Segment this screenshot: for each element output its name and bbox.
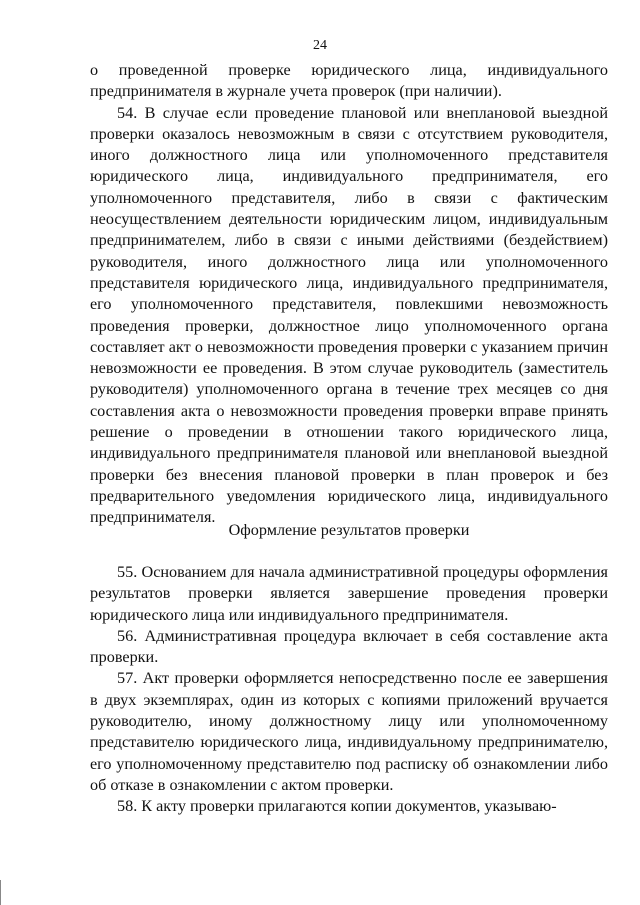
paragraph-57: 57. Акт проверки оформляется непосредственно после ее завершения в двух экземплярах, один из которых с копиями приложений вручается руководителю, иному должностному лицу или уполномоченному представителю юридического лица, индивидуальному предпринимателю, его уполномоченному представителю под расписку об ознакомлении либо об отказе в ознакомлении с актом проверки. [90,669,608,794]
scan-edge-mark [0,880,9,905]
text-block-lower [90,562,608,818]
paragraph-56: 56. Административная процедура включает в себя составление акта проверки. [90,626,608,667]
section-heading: Оформление результатов проверки [228,521,470,539]
page-number: 24 [313,38,327,53]
text-block-upper [90,60,608,529]
paragraph-54: 54. В случае если проведение плановой или внеплановой выездной проверки оказалось невозможным в связи с отсутствием руководителя, иного должностного лица или уполномоченного представителя юридического лица, индивидуального предпринимателя, его уполномоченного представителя, либо в связи с фактическим неосуществлением деятельности юридическим лицом, индивидуальным предпринимателем, либо в связи с иными действиями (бездействием) руководителя, иного должностного лица или уполномоченного представителя юридического лица, индивидуального предпринимателя, его уполномоченного представителя, повлекшими невозможность проведения проверки, должностное лицо уполномоченного органа составляет акт о невозможности проведения проверки с указанием причин невозможности ее проведения. В этом случае руководитель (заместитель руководителя) уполномоченного органа в течение трех месяцев со дня составления акта о невозможности проведения проверки вправе принять решение о проведении в отношении такого юридического лица, индивидуального предпринимателя плановой или внеплановой выездной проверки без внесения плановой проверки в план проверок и без предварительного уведомления юридического лица, индивидуального предпринимателя. [90,103,608,527]
paragraph-58: 58. К акту проверки прилагаются копии документов, указываю- [117,797,557,816]
paragraph-55: 55. Основанием для начала административной процедуры оформления результатов проверки является завершение проведения проверки юридического лица или индивидуального предпринимателя. [90,563,608,624]
paragraph-continuation: о проведенной проверке юридического лица, индивидуального предпринимателя в журнале учета проверок (при наличии). [90,61,608,101]
